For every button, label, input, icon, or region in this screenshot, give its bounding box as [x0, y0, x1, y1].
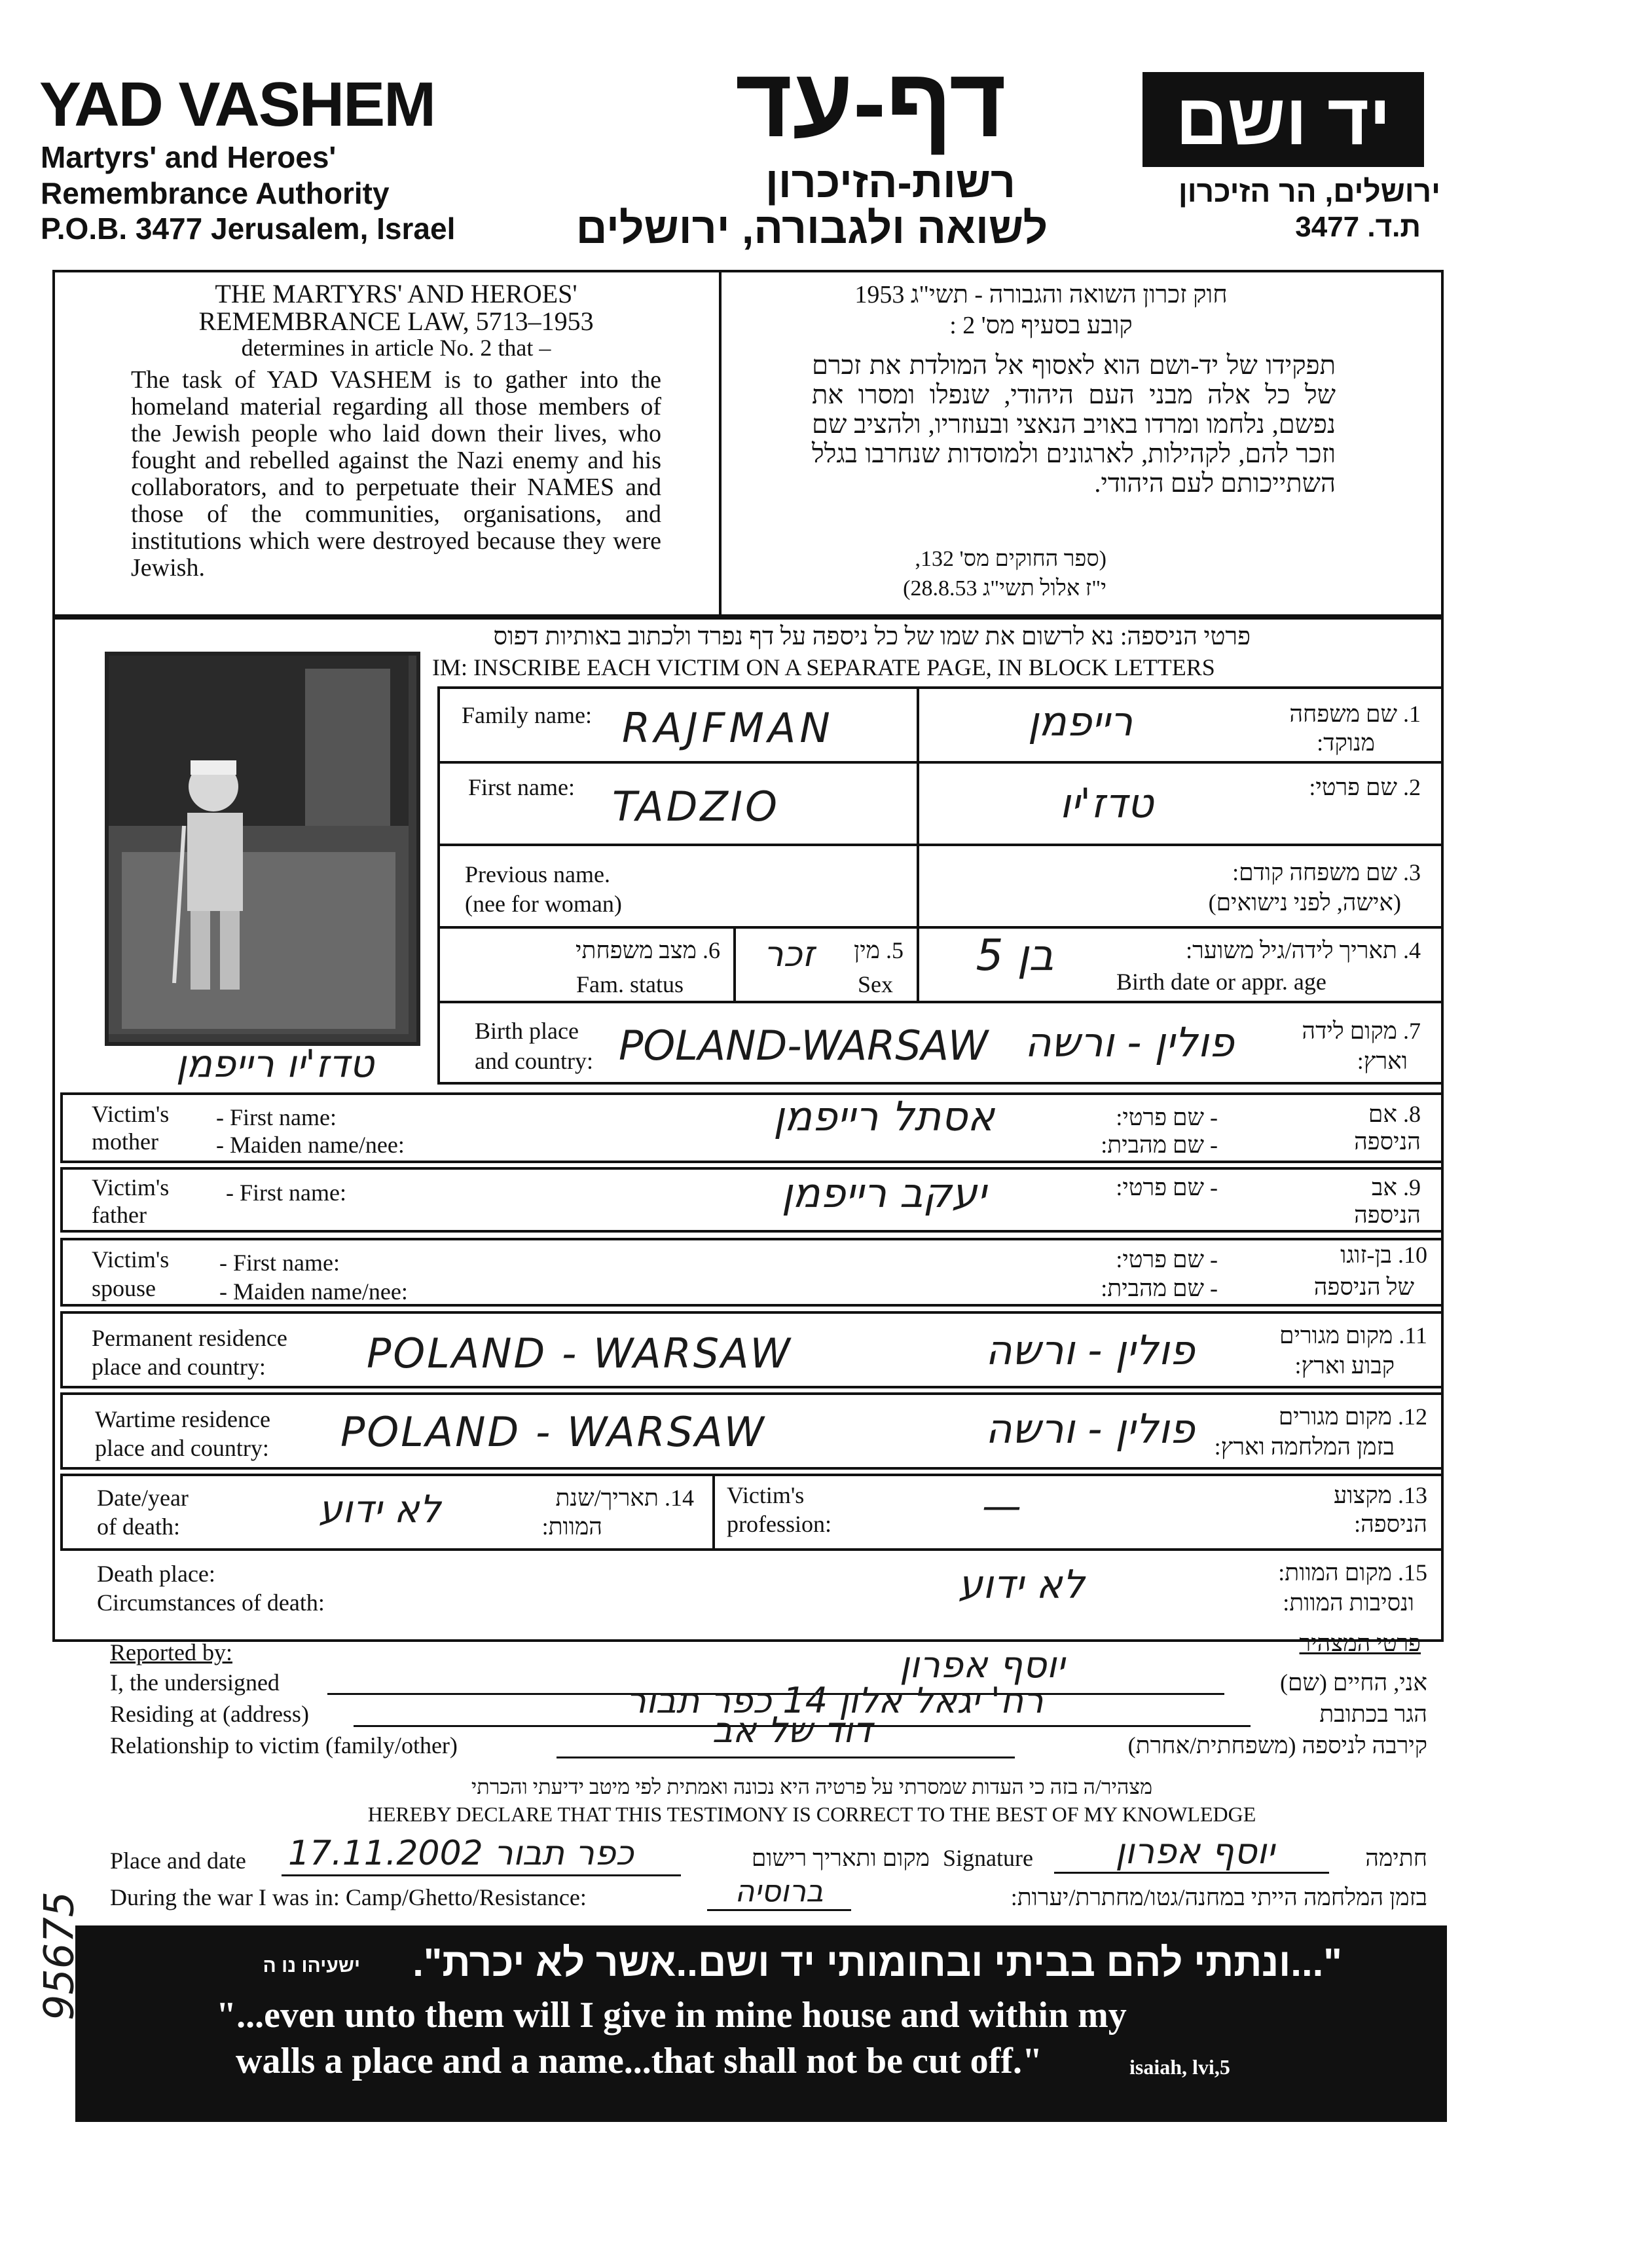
row-birth-divider-2	[917, 926, 919, 1003]
birth-place-label-1: Birth place	[475, 1018, 579, 1044]
spouse-label-2: spouse	[92, 1275, 156, 1301]
death-place-label-he-2: ונסיבות המוות:	[1283, 1589, 1414, 1616]
row-birth-divider-1	[733, 926, 736, 1003]
spouse-label-1: Victim's	[92, 1246, 170, 1273]
birth-place-label-he-2: וארץ:	[1357, 1048, 1408, 1074]
previous-name-label-he-1: 3. שם משפחה קודם:	[1232, 859, 1421, 885]
org-sub-2: Remembrance Authority	[41, 176, 390, 210]
family-name-value-he[interactable]: רייפמן	[1027, 697, 1133, 745]
instructions-he: פרטי הניספה: נא לרשום את שמו של כל ניספה על דף נפרד ולכתוב באותיות דפוס	[493, 623, 1251, 650]
place-date-label-he: מקום ותאריך רישום	[751, 1845, 930, 1871]
mother-label-he-1: 8. אם	[1368, 1101, 1421, 1127]
sex-label-en: Sex	[858, 971, 893, 997]
father-label-2: father	[92, 1202, 147, 1228]
death-date-label-he-1: 14. תאריך/שנת	[555, 1485, 694, 1511]
father-first-label-he: - שם פרטי:	[1116, 1174, 1218, 1200]
law-title-he-2: קובע בסעיף מס' 2 :	[949, 312, 1133, 339]
father-label-1: Victim's	[92, 1174, 170, 1200]
instructions-en: IM: INSCRIBE EACH VICTIM ON A SEPARATE PAGE, IN BLOCK LETTERS	[432, 654, 1215, 680]
side-number: 95675	[35, 1891, 83, 2021]
mother-value[interactable]: אסתל רייפמן	[773, 1092, 995, 1140]
signature-label-he: חתימה	[1365, 1845, 1427, 1871]
declaration-he: מצהיר/ה בזה כי העדות שמסרתי על פרטיה היא נכונה ואמתית לפי מיטב ידיעתי והכרתי	[471, 1775, 1153, 1798]
spouse-maiden-label: - Maiden name/nee:	[219, 1278, 408, 1305]
authority-he-1: רשות-הזיכרון	[765, 158, 1016, 206]
place-date-line	[282, 1874, 681, 1876]
law-ref-he-1: (ספר החוקים מס' 132,	[915, 547, 1106, 571]
photo-caption: טדז'יו רייפמן	[175, 1041, 375, 1086]
wartime-label-he-2: בזמן המלחמה וארץ:	[1214, 1434, 1395, 1460]
address-he-1: ירושלים, הר הזיכרון	[1178, 174, 1440, 208]
victim-photo	[105, 652, 420, 1046]
authority-he-2: לשואה ולגבורה, ירושלים	[576, 204, 1048, 252]
address-label-he: הגר בכתובת	[1319, 1701, 1427, 1727]
relationship-line	[557, 1757, 1015, 1758]
father-label-he-2: הניספה	[1354, 1202, 1421, 1228]
wartime-label-2: place and country:	[95, 1435, 269, 1461]
law-title-en-3: determines in article No. 2 that –	[241, 335, 551, 361]
first-name-label-he: 2. שם פרטי:	[1309, 774, 1421, 800]
mother-first-label-he: - שם פרטי:	[1116, 1104, 1218, 1130]
form-title-he: דף-עד	[735, 47, 1007, 157]
previous-name-label-he-2: (אישה, לפני נישואים)	[1208, 889, 1401, 916]
mother-label-he-2: הניספה	[1354, 1128, 1421, 1155]
death-date-label-1: Date/year	[97, 1485, 189, 1511]
relationship-label-he: קירבה לניספה (משפחתית/אחרת)	[1127, 1732, 1427, 1758]
profession-label-2: profession:	[727, 1511, 832, 1537]
war-location-label: During the war I was in: Camp/Ghetto/Resistance:	[110, 1884, 587, 1910]
birth-label-en: Birth date or appr. age	[1116, 969, 1326, 995]
row-death-divider	[712, 1474, 715, 1551]
spouse-label-he-2: של הניספה	[1313, 1274, 1414, 1300]
first-name-value-en[interactable]: TADZIO	[612, 783, 780, 830]
quote-he: "...ונתתי להם בביתי ובחומותי יד ושם..אשר לא יכרת".	[412, 1941, 1342, 1984]
spouse-first-label: - First name:	[219, 1250, 340, 1276]
declaration-en: HEREBY DECLARE THAT THIS TESTIMONY IS CORRECT TO THE BEST OF MY KNOWLEDGE	[367, 1802, 1256, 1826]
family-name-label-he-2: מנוקד:	[1317, 730, 1375, 756]
permanent-label-1: Permanent residence	[92, 1325, 287, 1351]
war-location-line	[707, 1909, 851, 1911]
previous-name-label-1: Previous name.	[465, 861, 610, 887]
law-body-en: The task of YAD VASHEM is to gather into the homeland material regarding all those members of the Jewish people who laid down their lives, who fought and rebelled against the Nazi enemy and his collaborators, and to perpetuate their NAMES and those of the communities, organisations, and institutions which were destroyed because they were Jewish.	[131, 366, 661, 582]
spouse-first-label-he: - שם פרטי:	[1116, 1246, 1218, 1273]
birth-place-value-he[interactable]: פולין - ורשה	[1025, 1018, 1234, 1066]
birth-place-label-2: and country:	[475, 1048, 593, 1074]
relationship-value[interactable]: דוד של אב	[712, 1709, 873, 1751]
permanent-value-en[interactable]: POLAND - WARSAW	[367, 1329, 792, 1377]
law-title-en-1: THE MARTYRS' AND HEROES'	[215, 279, 577, 308]
place-date-label: Place and date	[110, 1848, 246, 1874]
law-ref-he-2: י"ז אלול תשי"ג 28.8.53)	[903, 576, 1106, 601]
first-name-label: First name:	[468, 774, 575, 800]
death-place-value[interactable]: לא ידוע	[958, 1562, 1085, 1608]
first-name-value-he[interactable]: טדז'יו	[1059, 779, 1154, 827]
family-name-value-en[interactable]: RAJFMAN	[622, 704, 834, 752]
mother-maiden-label: - Maiden name/nee:	[216, 1132, 405, 1158]
wartime-label-he-1: 12. מקום מגורים	[1278, 1404, 1427, 1430]
mother-label-1: Victim's	[92, 1101, 170, 1127]
death-date-value[interactable]: לא ידוע	[318, 1487, 441, 1531]
child-figure-icon	[109, 656, 409, 1034]
profession-label-he-2: הניספה:	[1354, 1511, 1427, 1537]
law-title-en-2: REMEMBRANCE LAW, 5713–1953	[198, 307, 594, 336]
row-previous-divider	[917, 844, 919, 929]
father-label-he-1: 9. אב	[1372, 1174, 1421, 1200]
signature-line	[1054, 1872, 1329, 1874]
permanent-label-he-1: 11. מקום מגורים	[1279, 1322, 1427, 1348]
permanent-label-he-2: קבוע וארץ:	[1294, 1352, 1395, 1379]
father-first-label: - First name:	[226, 1180, 346, 1206]
birth-place-value-en[interactable]: POLAND-WARSAW	[619, 1022, 989, 1069]
spouse-maiden-label-he: - שם מהבית:	[1101, 1275, 1218, 1301]
law-divider	[719, 270, 722, 617]
org-address: P.O.B. 3477 Jerusalem, Israel	[41, 212, 456, 246]
death-place-label-2: Circumstances of death:	[97, 1589, 325, 1616]
mother-first-label: - First name:	[216, 1104, 337, 1130]
place-date-value[interactable]: 17.11.2002 כפר תבור	[288, 1834, 634, 1873]
law-title-he-1: חוק זכרון השואה והגבורה - תשי"ג 1953	[854, 281, 1228, 308]
address-label: Residing at (address)	[110, 1701, 309, 1727]
birth-value[interactable]: בן 5	[976, 930, 1054, 980]
wartime-value-en[interactable]: POLAND - WARSAW	[340, 1408, 766, 1456]
undersigned-label: I, the undersigned	[110, 1669, 280, 1696]
reporter-title-he: פרטי המצהיר	[1299, 1630, 1421, 1656]
wartime-value-he[interactable]: פולין - ורשה	[985, 1405, 1195, 1453]
undersigned-label-he: אני, החיים (שם)	[1279, 1669, 1427, 1696]
death-place-label-1: Death place:	[97, 1561, 215, 1587]
profession-label-he-1: 13. מקצוע	[1333, 1482, 1427, 1508]
family-status-label-en: Fam. status	[576, 971, 684, 997]
family-name-label: Family name:	[462, 702, 592, 728]
profession-label-1: Victim's	[727, 1482, 805, 1508]
logo-text-he: יד ושם	[1175, 79, 1391, 160]
family-status-label-he: 6. מצב משפחתי	[576, 937, 720, 963]
death-place-label-he-1: 15. מקום המוות:	[1278, 1559, 1427, 1586]
row-first-divider	[917, 761, 919, 846]
quote-en-ref: isaiah, lvi,5	[1129, 2055, 1230, 2079]
previous-name-label-2: (nee for woman)	[465, 891, 622, 917]
war-location-value[interactable]: ברוסיה	[735, 1873, 824, 1908]
birth-label-he: 4. תאריך לידה/גיל משוער:	[1186, 937, 1421, 963]
address-he-2: ת.ד. 3477	[1295, 211, 1421, 243]
signature-label: Signature	[943, 1845, 1033, 1871]
undersigned-value[interactable]: יוסף אפרון	[899, 1644, 1065, 1686]
reported-by-title: Reported by:	[110, 1639, 232, 1665]
profession-value[interactable]: —	[982, 1483, 1021, 1529]
law-body-he: תפקידו של יד-ושם הוא לאסוף אל המולדת את זכרם של כל אלה מבני העם היהודי, שנפלו ומסרו את נפשם, נלחמו ומרדו באויב הנאצי ובעוזריו, ולהציב שם וזכר להם, לקהילות, לארגונים ולמוסדות שנחרבו בגלל השתייכותם לעם היהודי.	[812, 350, 1336, 498]
row-family-divider	[917, 686, 919, 764]
sex-value[interactable]: זכר	[763, 933, 814, 975]
permanent-label-2: place and country:	[92, 1354, 266, 1380]
address-value[interactable]: רח' יגאל אלון 14 כפר תבור	[626, 1680, 1044, 1721]
org-sub-1: Martyrs' and Heroes'	[41, 140, 337, 174]
sex-label-he: 5. מין	[854, 937, 904, 963]
war-location-label-he: בזמן המלחמה הייתי במחנה/גטו/מחתרת/יערות:	[1010, 1884, 1427, 1910]
father-value[interactable]: יעקב רייפמן	[781, 1169, 987, 1217]
quote-he-ref: ישעיהו נו ה	[263, 1955, 360, 1977]
wartime-label-1: Wartime residence	[95, 1406, 270, 1432]
death-date-label-2: of death:	[97, 1514, 180, 1540]
birth-place-label-he-1: 7. מקום לידה	[1302, 1018, 1421, 1044]
quote-en-2: walls a place and a name...that shall not be cut off."	[236, 2041, 1043, 2081]
signature-value[interactable]: יוסף אפרון	[1115, 1831, 1275, 1872]
death-date-label-he-2: המוות:	[541, 1514, 602, 1540]
spouse-label-he-1: 10. בן-זוגו	[1340, 1242, 1427, 1268]
family-name-label-he: 1. שם משפחה	[1289, 701, 1421, 727]
quote-en-1: "...even unto them will I give in mine house and within my	[216, 1995, 1127, 2036]
mother-label-2: mother	[92, 1128, 158, 1155]
org-name-en: YAD VASHEM	[39, 69, 435, 139]
mother-maiden-label-he: - שם מהבית:	[1101, 1132, 1218, 1158]
relationship-label: Relationship to victim (family/other)	[110, 1732, 458, 1758]
permanent-value-he[interactable]: פולין - ורשה	[985, 1326, 1195, 1374]
